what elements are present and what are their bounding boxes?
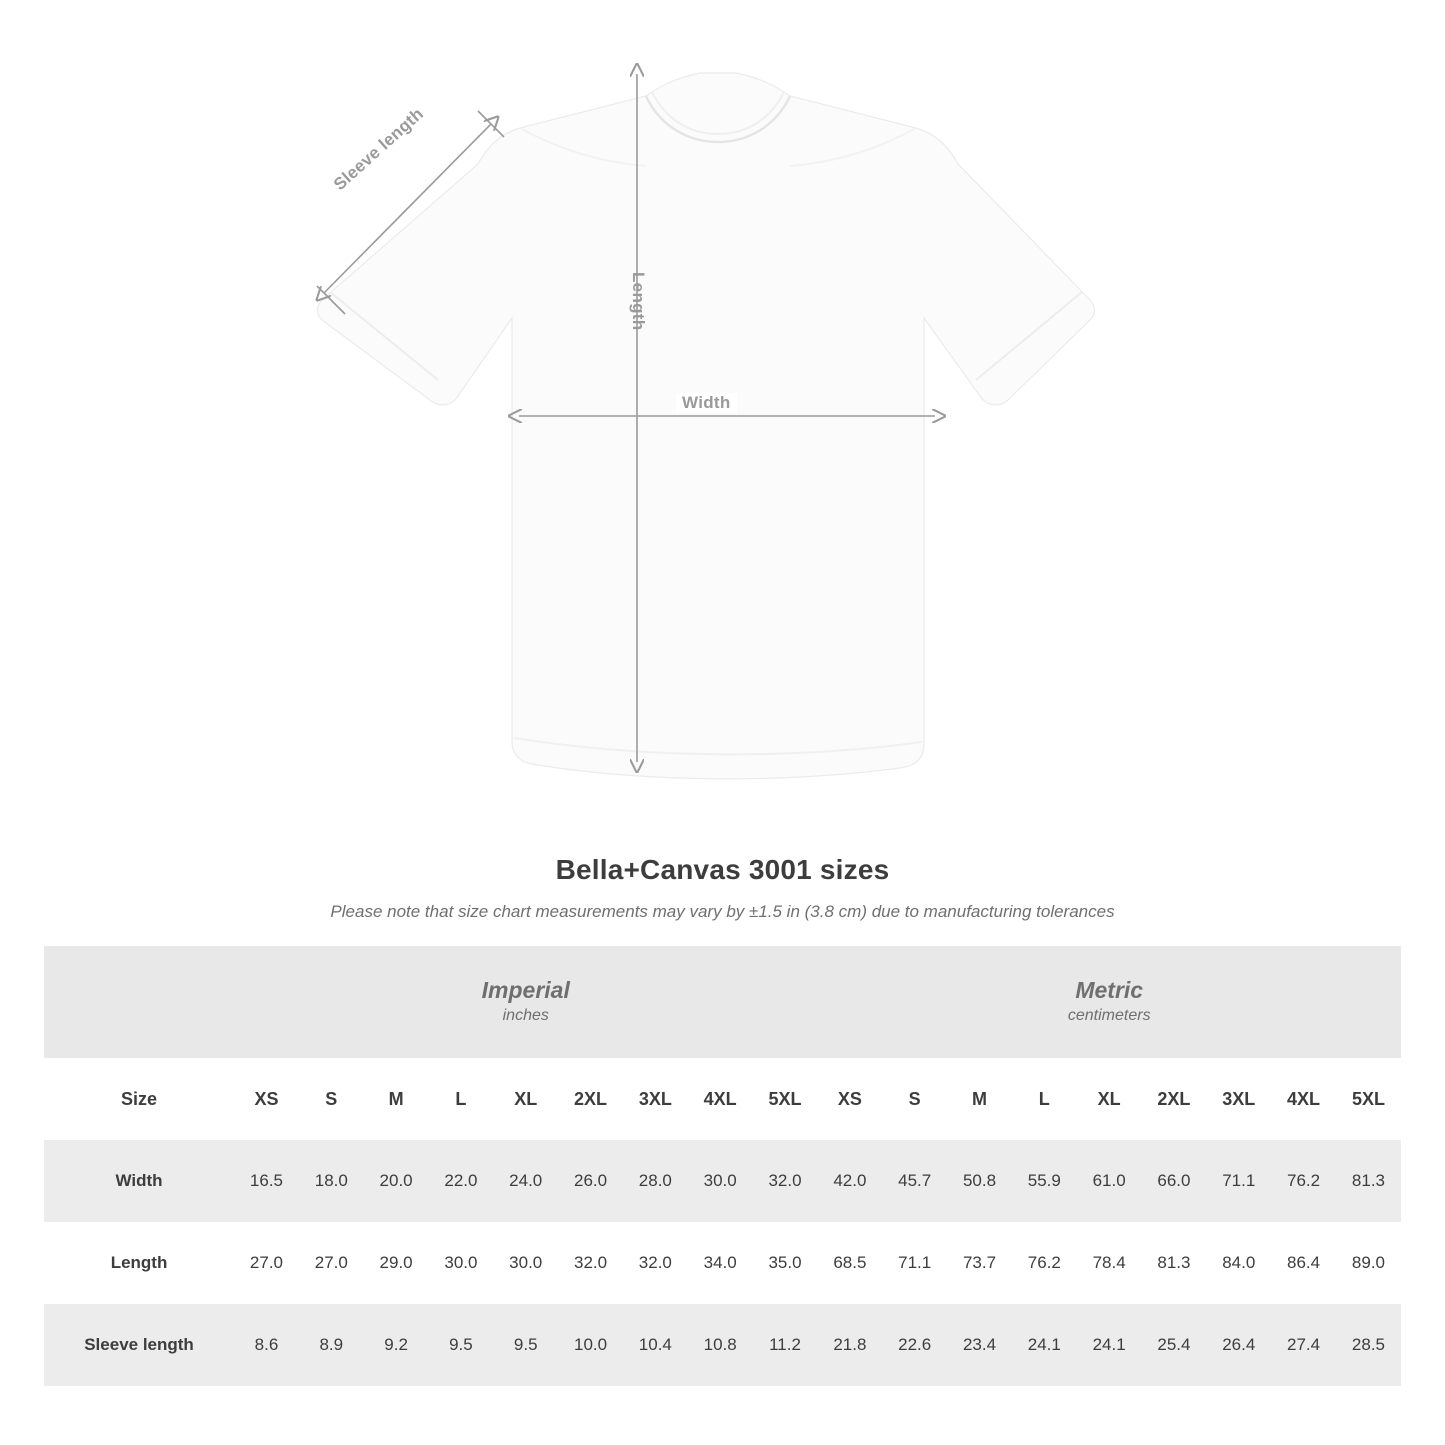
cell-length-0: 27.0 <box>234 1222 299 1304</box>
cell-sleeve-0: 8.6 <box>234 1304 299 1386</box>
cell-width-10: 45.7 <box>882 1140 947 1222</box>
unit-header-blank <box>44 946 234 1058</box>
cell-length-1: 27.0 <box>299 1222 364 1304</box>
sleeve-length-label: Sleeve length <box>330 104 428 195</box>
cell-sleeve-10: 22.6 <box>882 1304 947 1386</box>
cell-length-8: 35.0 <box>753 1222 818 1304</box>
size-col-xl-metric: XL <box>1077 1058 1142 1140</box>
tshirt-shape <box>318 73 1095 779</box>
size-header-row <box>44 1058 1401 1140</box>
cell-length-15: 84.0 <box>1206 1222 1271 1304</box>
size-col-l-imperial: L <box>429 1058 494 1140</box>
cell-length-5: 32.0 <box>558 1222 623 1304</box>
cell-sleeve-16: 27.4 <box>1271 1304 1336 1386</box>
cell-length-9: 68.5 <box>817 1222 882 1304</box>
size-col-xl-imperial: XL <box>493 1058 558 1140</box>
size-col-m-metric: M <box>947 1058 1012 1140</box>
cell-length-3: 30.0 <box>429 1222 494 1304</box>
heading-block <box>0 854 1445 922</box>
unit-sub-imperial: inches <box>502 1007 549 1025</box>
row-label-length: Length <box>44 1222 234 1304</box>
cell-length-16: 86.4 <box>1271 1222 1336 1304</box>
size-col-5xl-metric: 5XL <box>1336 1058 1401 1140</box>
size-col-xs-metric: XS <box>817 1058 882 1140</box>
row-label-sleeve-length: Sleeve length <box>44 1304 234 1386</box>
cell-sleeve-11: 23.4 <box>947 1304 1012 1386</box>
cell-width-8: 32.0 <box>753 1140 818 1222</box>
cell-width-5: 26.0 <box>558 1140 623 1222</box>
cell-length-10: 71.1 <box>882 1222 947 1304</box>
table-row-width <box>44 1140 1401 1222</box>
cell-sleeve-4: 9.5 <box>493 1304 558 1386</box>
cell-length-12: 76.2 <box>1012 1222 1077 1304</box>
cell-width-12: 55.9 <box>1012 1140 1077 1222</box>
cell-width-9: 42.0 <box>817 1140 882 1222</box>
size-col-2xl-metric: 2XL <box>1142 1058 1207 1140</box>
size-col-5xl-imperial: 5XL <box>753 1058 818 1140</box>
size-col-3xl-metric: 3XL <box>1206 1058 1271 1140</box>
size-table <box>44 946 1401 1386</box>
cell-sleeve-13: 24.1 <box>1077 1304 1142 1386</box>
table-row-sleeve-length <box>44 1304 1401 1386</box>
unit-header-imperial <box>234 946 817 1058</box>
cell-width-14: 66.0 <box>1142 1140 1207 1222</box>
size-col-s-metric: S <box>882 1058 947 1140</box>
unit-header-row <box>44 946 1401 1058</box>
cell-length-6: 32.0 <box>623 1222 688 1304</box>
size-col-xs-imperial: XS <box>234 1058 299 1140</box>
unit-name-metric: Metric <box>1075 976 1144 1003</box>
cell-sleeve-3: 9.5 <box>429 1304 494 1386</box>
unit-header-metric <box>817 946 1401 1058</box>
size-col-l-metric: L <box>1012 1058 1077 1140</box>
size-col-4xl-imperial: 4XL <box>688 1058 753 1140</box>
cell-sleeve-1: 8.9 <box>299 1304 364 1386</box>
cell-sleeve-12: 24.1 <box>1012 1304 1077 1386</box>
size-col-2xl-imperial: 2XL <box>558 1058 623 1140</box>
cell-sleeve-9: 21.8 <box>817 1304 882 1386</box>
cell-width-3: 22.0 <box>429 1140 494 1222</box>
cell-sleeve-2: 9.2 <box>364 1304 429 1386</box>
unit-sub-metric: centimeters <box>1067 1007 1151 1025</box>
cell-sleeve-14: 25.4 <box>1142 1304 1207 1386</box>
cell-length-14: 81.3 <box>1142 1222 1207 1304</box>
size-col-s-imperial: S <box>299 1058 364 1140</box>
cell-width-16: 76.2 <box>1271 1140 1336 1222</box>
cell-length-17: 89.0 <box>1336 1222 1401 1304</box>
tolerance-note: Please note that size chart measurements may vary by ±1.5 in (3.8 cm) due to manufacturing tolerances <box>330 902 1115 921</box>
cell-width-13: 61.0 <box>1077 1140 1142 1222</box>
size-col-m-imperial: M <box>364 1058 429 1140</box>
cell-length-13: 78.4 <box>1077 1222 1142 1304</box>
cell-width-15: 71.1 <box>1206 1140 1271 1222</box>
cell-sleeve-8: 11.2 <box>753 1304 818 1386</box>
row-label-width: Width <box>44 1140 234 1222</box>
cell-width-7: 30.0 <box>688 1140 753 1222</box>
cell-sleeve-17: 28.5 <box>1336 1304 1401 1386</box>
cell-width-11: 50.8 <box>947 1140 1012 1222</box>
size-row-label: Size <box>44 1058 234 1140</box>
page-title: Bella+Canvas 3001 sizes <box>555 854 890 885</box>
cell-length-4: 30.0 <box>493 1222 558 1304</box>
size-table-wrap <box>44 946 1401 1386</box>
cell-sleeve-7: 10.8 <box>688 1304 753 1386</box>
cell-width-6: 28.0 <box>623 1140 688 1222</box>
cell-length-7: 34.0 <box>688 1222 753 1304</box>
size-col-4xl-metric: 4XL <box>1271 1058 1336 1140</box>
cell-sleeve-6: 10.4 <box>623 1304 688 1386</box>
cell-width-2: 20.0 <box>364 1140 429 1222</box>
cell-width-0: 16.5 <box>234 1140 299 1222</box>
length-label: Length <box>629 272 648 331</box>
unit-name-imperial: Imperial <box>481 976 570 1003</box>
width-label: Width <box>676 393 737 413</box>
cell-width-4: 24.0 <box>493 1140 558 1222</box>
cell-width-1: 18.0 <box>299 1140 364 1222</box>
cell-sleeve-5: 10.0 <box>558 1304 623 1386</box>
cell-sleeve-15: 26.4 <box>1206 1304 1271 1386</box>
cell-length-2: 29.0 <box>364 1222 429 1304</box>
cell-length-11: 73.7 <box>947 1222 1012 1304</box>
size-col-3xl-imperial: 3XL <box>623 1058 688 1140</box>
cell-width-17: 81.3 <box>1336 1140 1401 1222</box>
table-row-length <box>44 1222 1401 1304</box>
